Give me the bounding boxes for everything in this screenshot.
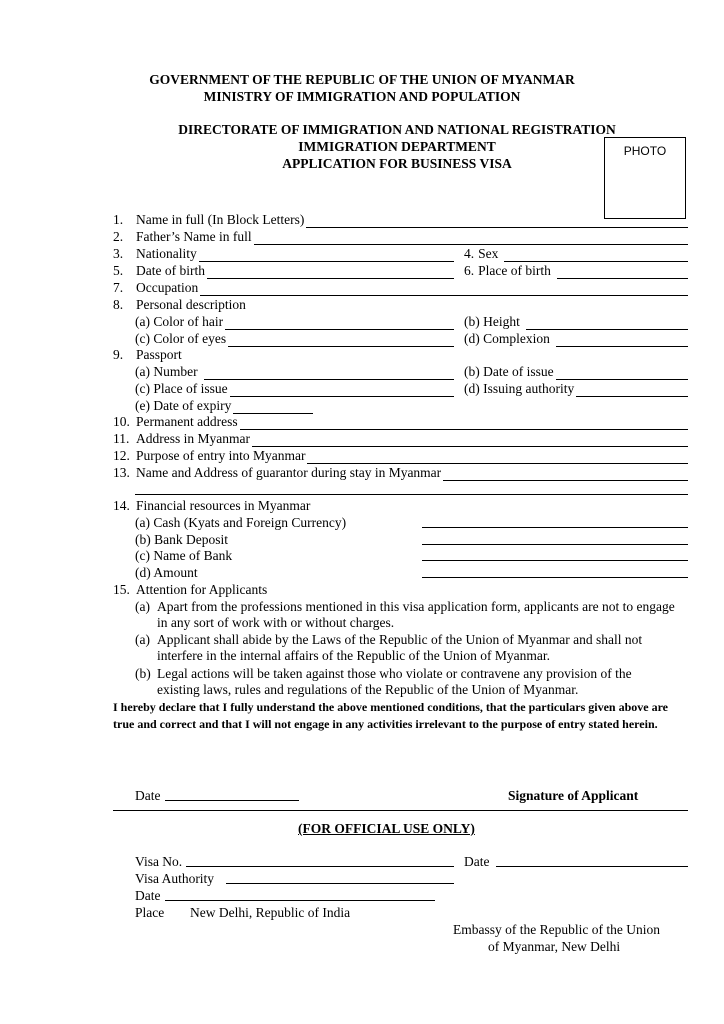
header-ministry: MINISTRY OF IMMIGRATION AND POPULATION [203,89,521,104]
input-line[interactable] [556,367,688,380]
attention-item [135,666,675,698]
field-label: (a) Color of hair [135,314,224,329]
section-personal-description [113,297,688,313]
field-label: Date of birth [136,263,205,278]
visa-no-label: Visa No. [135,854,183,869]
field-label: (d) Complexion [464,331,550,346]
field-name-in-full[interactable] [113,212,688,228]
photo-box[interactable] [604,137,686,219]
field-complexion[interactable] [464,331,688,347]
cash-input-line[interactable] [422,527,688,528]
header-directorate: DIRECTORATE OF IMMIGRATION AND NATIONAL REGISTRATION [178,122,616,137]
declaration: I hereby declare that I fully understand the above mentioned conditions, that the particulars given above are true and correct and that I will not engage in any activities irrelevant to the purpose of entry stated herein. [113,700,669,731]
official-date2-label: Date [135,888,161,903]
signature-date-input-line[interactable] [165,800,299,801]
name-of-bank-input-line[interactable] [422,560,688,561]
attention-item [135,632,675,664]
field-guarantor[interactable] [113,465,688,481]
bank-deposit-label: (b) Bank Deposit [135,532,228,547]
field-label: Place of birth [478,263,551,278]
field-color-of-eyes[interactable] [135,331,454,347]
field-label: Nationality [136,246,197,261]
field-number: 4. [464,246,475,261]
input-line[interactable] [252,434,688,447]
attention-text: Apart from the professions mentioned in this visa application form, applicants are not to engage in any sort of work with or without charges. [157,599,675,630]
section-financial-resources [113,498,688,514]
input-line[interactable] [443,468,688,481]
input-line[interactable] [207,266,454,279]
field-label: Passport [136,347,182,362]
attention-marker: (a) [135,599,150,614]
divider [113,810,688,811]
cash-label: (a) Cash (Kyats and Foreign Currency) [135,515,347,530]
embassy-line-1: Embassy of the Republic of the Union [453,922,660,937]
field-date-of-birth[interactable] [113,263,454,279]
input-line[interactable] [199,249,454,262]
embassy-line-2: of Myanmar, New Delhi [488,939,621,954]
field-date-of-issue[interactable] [464,364,688,380]
field-label: (a) Number [135,364,198,379]
place-label: Place [135,905,165,920]
field-label: (e) Date of expiry [135,398,232,413]
field-number: 1. [113,212,124,227]
signature-date-label: Date [135,788,161,803]
amount-label: (d) Amount [135,565,198,580]
header-department: IMMIGRATION DEPARTMENT [298,139,496,154]
field-label: (c) Color of eyes [135,331,227,346]
field-number: 3. [113,246,124,261]
field-label: Address in Myanmar [136,431,250,446]
field-height[interactable] [464,314,688,330]
input-line[interactable] [526,317,688,330]
input-line[interactable] [230,384,454,397]
official-date-input-line[interactable] [496,866,688,867]
attention-text: Applicant shall abide by the Laws of the Republic of the Union of Myanmar and shall not interfere in the internal affairs of the Republic of the Union of Myanmar. [157,632,643,663]
name-of-bank-label: (c) Name of Bank [135,548,233,563]
field-nationality[interactable] [113,246,454,262]
field-label: Financial resources in Myanmar [136,498,311,513]
field-number: 6. [464,263,475,278]
input-line[interactable] [228,334,454,347]
input-line[interactable] [307,451,688,464]
field-date-of-expiry[interactable] [135,398,313,414]
field-label: Attention for Applicants [136,582,268,597]
attention-marker: (a) [135,632,150,647]
field-number: 12. [113,448,130,463]
field-number: 9. [113,347,124,362]
bank-deposit-input-line[interactable] [422,544,688,545]
field-purpose-of-entry[interactable] [113,448,688,464]
field-label: (b) Date of issue [464,364,554,379]
official-date2-input-line[interactable] [165,900,435,901]
field-permanent-address[interactable] [113,414,688,430]
field-label: Occupation [136,280,199,295]
attention-item [135,599,675,631]
signature-of-applicant: Signature of Applicant [508,788,639,803]
page-title: APPLICATION FOR BUSINESS VISA [282,156,512,171]
input-line[interactable] [504,249,688,262]
input-line[interactable] [240,417,688,430]
attention-marker: (b) [135,666,151,681]
input-line[interactable] [200,283,688,296]
guarantor-extra-line[interactable] [135,494,688,495]
input-line[interactable] [204,367,454,380]
field-number: 14. [113,498,130,513]
header-government: GOVERNMENT OF THE REPUBLIC OF THE UNION OF MYANMAR [149,72,575,87]
visa-authority-label: Visa Authority [135,871,215,886]
field-place-of-birth[interactable] [464,263,688,279]
field-issuing-authority[interactable] [464,381,688,397]
official-use-title: (FOR OFFICIAL USE ONLY) [298,821,475,836]
field-number: 7. [113,280,124,295]
field-occupation[interactable] [113,280,688,296]
amount-input-line[interactable] [422,577,688,578]
input-line[interactable] [556,334,688,347]
field-passport-number[interactable] [135,364,454,380]
visa-authority-input-line[interactable] [226,883,454,884]
field-number: 13. [113,465,130,480]
field-number: 5. [113,263,124,278]
field-label: Name and Address of guarantor during stay in Myanmar [136,465,442,480]
field-number: 2. [113,229,124,244]
field-label: Personal description [136,297,246,312]
field-sex[interactable] [464,246,688,262]
field-number: 8. [113,297,124,312]
field-label: Name in full (In Block Letters) [136,212,305,227]
field-number: 11. [113,431,130,446]
input-line[interactable] [254,232,688,245]
field-color-of-hair[interactable] [135,314,454,330]
input-line[interactable] [233,401,313,414]
place-value: New Delhi, Republic of India [190,905,351,920]
field-fathers-name[interactable] [113,229,688,245]
field-label: Father’s Name in full [136,229,252,244]
section-passport [113,347,688,363]
field-address-in-myanmar[interactable] [113,431,688,447]
section-attention [113,582,688,598]
photo-label: PHOTO [623,144,667,158]
field-label: Purpose of entry into Myanmar [136,448,306,463]
input-line[interactable] [225,317,454,330]
field-label: Permanent address [136,414,238,429]
attention-text: Legal actions will be taken against those who violate or contravene any provision of the existing laws, rules and regulations of the Republic of the Union of Myanmar. [157,666,632,697]
visa-no-input-line[interactable] [186,866,454,867]
input-line[interactable] [576,384,688,397]
field-place-of-issue[interactable] [135,381,454,397]
official-date-label: Date [464,854,490,869]
input-line[interactable] [557,266,688,279]
field-label: (c) Place of issue [135,381,228,396]
field-label: (d) Issuing authority [464,381,575,396]
field-label: Sex [478,246,499,261]
field-number: 10. [113,414,130,429]
field-number: 15. [113,582,130,597]
field-label: (b) Height [464,314,520,329]
input-line[interactable] [306,215,688,228]
